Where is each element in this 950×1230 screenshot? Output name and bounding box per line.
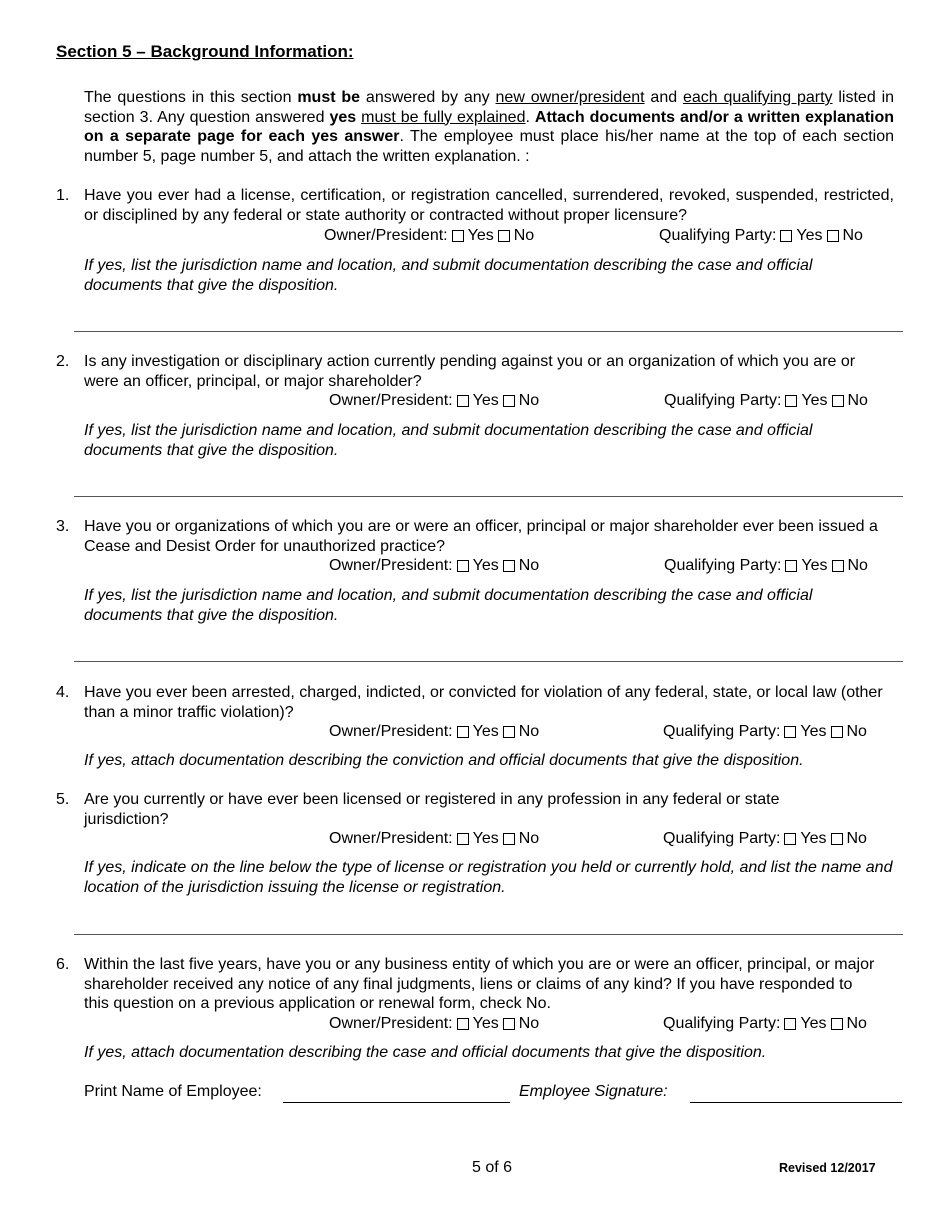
question-note: If yes, attach documentation describing the conviction and official documents that give the disposition. (84, 752, 804, 769)
intro-underline: must be fully explained (361, 108, 526, 126)
owner-no-checkbox[interactable] (503, 560, 515, 572)
qualifying-party-label: Qualifying Party: (664, 557, 782, 574)
yes-label: Yes (472, 557, 499, 574)
owner-president-group (329, 556, 539, 576)
no-label: No (518, 723, 540, 740)
qualifying-no-checkbox[interactable] (831, 726, 843, 738)
owner-president-group (329, 1014, 539, 1034)
qualifying-no-checkbox[interactable] (827, 230, 839, 242)
print-name-field[interactable] (283, 1102, 510, 1103)
question-note: If yes, list the jurisdiction name and location, and submit documentation describing the case and official documents that give the disposition. (84, 587, 813, 624)
owner-president-group (324, 226, 534, 246)
owner-president-label: Owner/President: (329, 723, 453, 740)
question-number: 6. (56, 956, 70, 973)
qualifying-party-label: Qualifying Party: (663, 1015, 781, 1032)
qualifying-party-group (659, 226, 863, 246)
qualifying-party-group (664, 556, 868, 576)
no-label: No (518, 392, 540, 409)
answer-line[interactable] (74, 934, 903, 935)
answer-line[interactable] (74, 331, 903, 332)
owner-president-label: Owner/President: (329, 1015, 453, 1032)
yes-label: Yes (796, 227, 823, 244)
employee-signature-field[interactable] (690, 1102, 902, 1103)
qualifying-party-group (664, 391, 868, 411)
question-text: Is any investigation or disciplinary action currently pending against you or an organization of which you are or were an officer, principal, or major shareholder? (84, 353, 856, 390)
question-number: 3. (56, 518, 70, 535)
owner-yes-checkbox[interactable] (457, 1018, 469, 1030)
intro-underline: new owner/president (495, 89, 645, 106)
owner-president-label: Owner/President: (329, 557, 453, 574)
qualifying-no-checkbox[interactable] (832, 395, 844, 407)
question-note: If yes, attach documentation describing the case and official documents that give the disposition. (84, 1044, 767, 1061)
question-note: If yes, indicate on the line below the type of license or registration you held or currently hold, and list the name and location of the jurisdiction issuing the license or registration. (84, 859, 893, 896)
no-label: No (846, 830, 867, 847)
qualifying-party-label: Qualifying Party: (663, 830, 781, 847)
question-number: 1. (56, 187, 70, 204)
owner-no-checkbox[interactable] (503, 395, 515, 407)
answer-row (0, 226, 950, 246)
owner-no-checkbox[interactable] (503, 833, 515, 845)
qualifying-party-label: Qualifying Party: (663, 723, 781, 740)
yes-label: Yes (801, 392, 828, 409)
qualifying-no-checkbox[interactable] (831, 1018, 843, 1030)
employee-signature-label: Employee Signature: (519, 1083, 668, 1100)
yes-label: Yes (472, 392, 499, 409)
yes-label: Yes (800, 723, 827, 740)
qualifying-yes-checkbox[interactable] (784, 726, 796, 738)
no-label: No (846, 1015, 867, 1032)
answer-row (0, 829, 950, 849)
question-number: 4. (56, 684, 70, 701)
yes-label: Yes (472, 1015, 499, 1032)
yes-label: Yes (800, 1015, 827, 1032)
qualifying-yes-checkbox[interactable] (784, 1018, 796, 1030)
intro-bold: must be (297, 89, 361, 106)
no-label: No (513, 227, 535, 244)
owner-yes-checkbox[interactable] (457, 726, 469, 738)
yes-label: Yes (472, 723, 499, 740)
yes-label: Yes (800, 830, 827, 847)
qualifying-no-checkbox[interactable] (832, 560, 844, 572)
print-name-label: Print Name of Employee: (84, 1083, 262, 1100)
question-text: Have you or organizations of which you are or were an officer, principal or major shareholder ever been issued a Cease and Desist Order for unauthorized practice? (84, 518, 878, 555)
yes-label: Yes (801, 557, 828, 574)
qualifying-yes-checkbox[interactable] (785, 560, 797, 572)
no-label: No (842, 227, 863, 244)
question-number: 2. (56, 353, 70, 370)
owner-no-checkbox[interactable] (498, 230, 510, 242)
owner-president-label: Owner/President: (324, 227, 448, 244)
no-label: No (847, 557, 868, 574)
owner-yes-checkbox[interactable] (457, 560, 469, 572)
owner-no-checkbox[interactable] (503, 1018, 515, 1030)
question-text: Are you currently or have ever been licensed or registered in any profession in any federal or state jurisdiction? (84, 791, 780, 828)
qualifying-yes-checkbox[interactable] (780, 230, 792, 242)
intro-text: . The employee must place his/her name at the top of each section number 5, page number 5, and attach the written explanation. : (84, 128, 894, 165)
qualifying-party-label: Qualifying Party: (664, 392, 782, 409)
owner-yes-checkbox[interactable] (457, 833, 469, 845)
question-number: 5. (56, 791, 70, 808)
no-label: No (518, 830, 540, 847)
question-note: If yes, list the jurisdiction name and location, and submit documentation describing the case and official documents that give the disposition. (84, 257, 813, 294)
answer-row (0, 1014, 950, 1034)
owner-president-group (329, 829, 539, 849)
intro-paragraph (84, 88, 894, 166)
revision-date: Revised 12/2017 (779, 1161, 876, 1175)
qualifying-party-label: Qualifying Party: (659, 227, 777, 244)
no-label: No (846, 723, 867, 740)
owner-president-label: Owner/President: (329, 392, 453, 409)
qualifying-no-checkbox[interactable] (831, 833, 843, 845)
no-label: No (518, 557, 540, 574)
owner-yes-checkbox[interactable] (457, 395, 469, 407)
question-text: Have you ever been arrested, charged, indicted, or convicted for violation of any federal, state, or local law (other than a minor traffic violation)? (84, 684, 883, 721)
no-label: No (518, 1015, 540, 1032)
answer-row (0, 722, 950, 742)
answer-line[interactable] (74, 661, 903, 662)
owner-president-label: Owner/President: (329, 830, 453, 847)
question-note: If yes, list the jurisdiction name and location, and submit documentation describing the case and official documents that give the disposition. (84, 422, 813, 459)
question-text: Have you ever had a license, certification, or registration cancelled, surrendered, revoked, suspended, restricted, or disciplined by any federal or state authority or contracted without proper licensure? (84, 187, 894, 224)
qualifying-party-group (663, 722, 867, 742)
owner-no-checkbox[interactable] (503, 726, 515, 738)
intro-text: The questions in this section (84, 89, 298, 106)
intro-text: and (644, 89, 683, 106)
yes-label: Yes (467, 227, 494, 244)
owner-president-group (329, 722, 539, 742)
owner-president-group (329, 391, 539, 411)
no-label: No (847, 392, 868, 409)
qualifying-party-group (663, 829, 867, 849)
owner-yes-checkbox[interactable] (452, 230, 464, 242)
page-number: 5 of 6 (472, 1159, 513, 1176)
intro-text: . (525, 108, 535, 126)
qualifying-yes-checkbox[interactable] (785, 395, 797, 407)
intro-bold: yes (329, 108, 357, 126)
answer-line[interactable] (74, 496, 903, 497)
intro-text: answered by any (360, 89, 496, 106)
section-title: Section 5 – Background Information: (56, 42, 354, 61)
answer-row (0, 556, 950, 576)
answer-row (0, 391, 950, 411)
qualifying-party-group (663, 1014, 867, 1034)
qualifying-yes-checkbox[interactable] (784, 833, 796, 845)
intro-bold: Attach documents and/or a written explanation on a separate page for each yes answer (84, 108, 895, 146)
intro-underline: each qualifying party (682, 89, 833, 106)
yes-label: Yes (472, 830, 499, 847)
intro-text: listed in section 3. Any question answered (84, 89, 895, 126)
question-text: Within the last five years, have you or any business entity of which you are or were an officer, principal, or major shareholder received any notice of any final judgments, liens or claims of any kind? If you have responded to this question on a previous application or renewal form, check No. (84, 956, 875, 1013)
